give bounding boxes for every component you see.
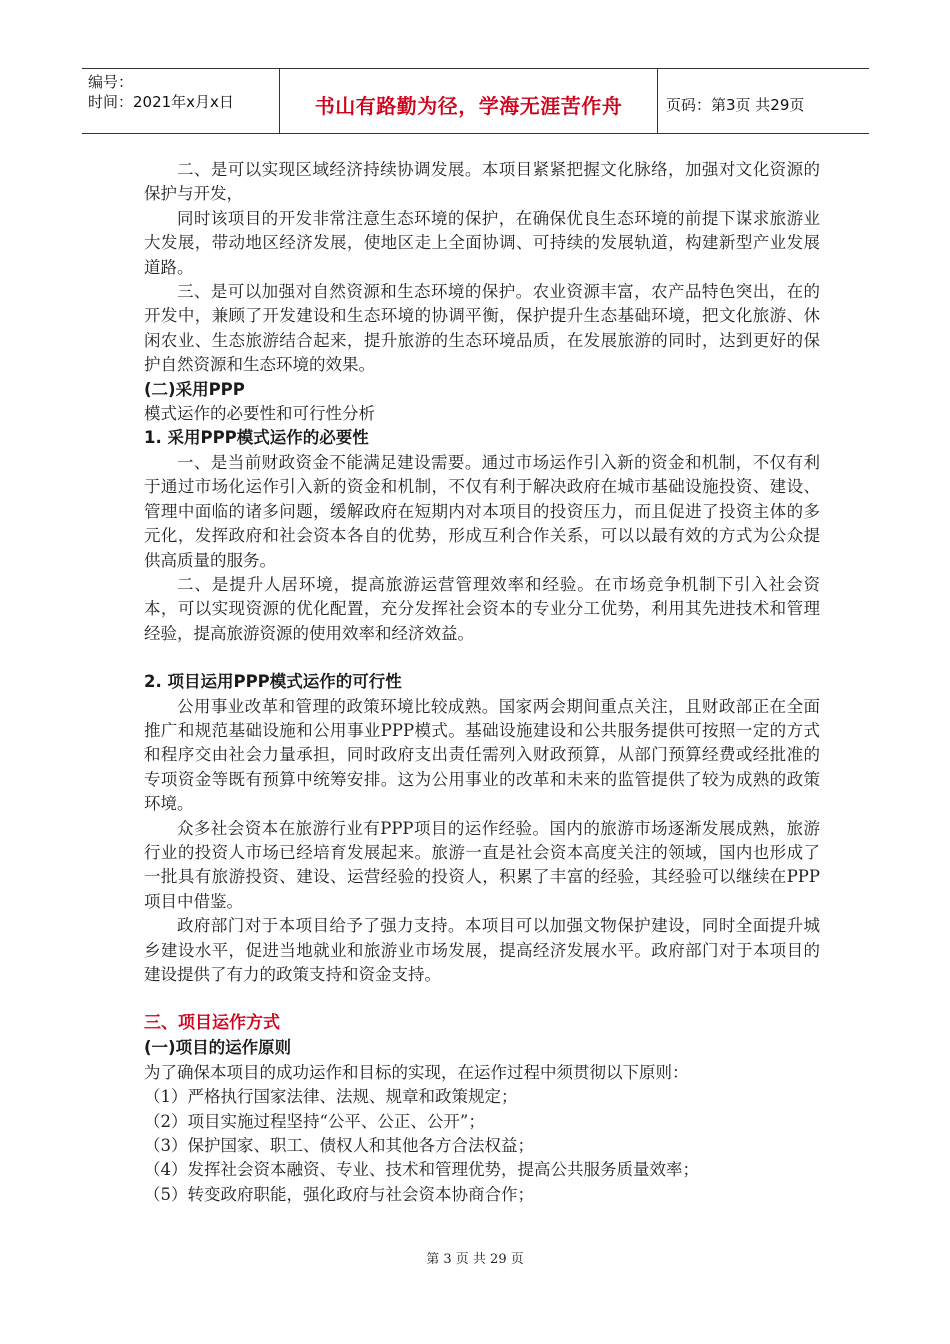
paragraph: 同时该项目的开发非常注意生态环境的保护，在确保优良生态环境的前提下谋求旅游业大发展，带动地区经济发展，使地区走上全面协调、可持续的发展轨道，构建新型产业发展道路。 <box>144 208 820 277</box>
paragraph: 政府部门对于本项目给予了强力支持。本项目可以加强文物保护建设，同时全面提升城乡建设水平，促进当地就业和旅游业市场发展，提高经济发展水平。政府部门对于本项目的建设提供了有力的政策支持和资金支持。 <box>144 916 820 984</box>
header-meta <box>82 69 280 133</box>
section-heading: 1. 采用PPP模式运作的必要性 <box>144 428 369 448</box>
header-page-cell <box>658 69 869 133</box>
list-item: （1）严格执行国家法律、法规、规章和政策规定； <box>144 1087 518 1107</box>
document-body <box>144 158 820 1207</box>
paragraph: 公用事业改革和管理的政策环境比较成熟。国家两会期间重点关注，且财政部正在全面推广和规范基础设施和公用事业PPP模式。基础设施建设和公共服务提供可按照一定的方式和程序交由社会力量承担，同时政府支出责任需列入财政预算，从部门预算经费或经批准的专项资金等既有预算中统筹安排。这为公用事业的改革和未来的监管提供了较为成熟的政策环境。 <box>144 696 820 814</box>
paragraph: 为了确保本项目的成功运作和目标的实现，在运作过程中须贯彻以下原则： <box>144 1062 689 1082</box>
header-motto: 书山有路勤为径，学海无涯苦作舟 <box>314 93 623 118</box>
chapter-heading: 三、项目运作方式 <box>144 1013 280 1034</box>
paragraph: 众多社会资本在旅游行业有PPP项目的运作经验。国内的旅游市场逐渐发展成熟，旅游行业的投资人市场已经培育发展起来。旅游一直是社会资本高度关注的领域，国内也形成了一批具有旅游投资、建设、运营经验的投资人，积累了丰富的经验，其经验可以继续在PPP项目中借鉴。 <box>144 818 820 911</box>
document-date-label: 时间：2021年x月x日 <box>88 93 234 111</box>
paragraph: 三、是可以加强对自然资源和生态环境的保护。农业资源丰富，农产品特色突出，在的开发中，兼顾了开发建设和生态环境的协调平衡，保护提升生态基础环境，把文化旅游、休闲农业、生态旅游结合起来，提升旅游的生态环境品质，在发展旅游的同时，达到更好的保护自然资源和生态环境的效果。 <box>144 282 820 375</box>
section-heading: (二)采用PPP <box>144 379 245 399</box>
list-item: （3）保护国家、职工、债权人和其他各方合法权益； <box>144 1136 534 1156</box>
paragraph: 一、是当前财政资金不能满足建设需要。通过市场运作引入新的资金和机制，不仅有利于通过市场化运作引入新的资金和机制，不仅有利于解决政府在城市基础设施投资、建设、管理中面临的诸多问题，缓解政府在短期内对本项目的投资压力，而且促进了投资主体的多元化，发挥政府和社会资本各自的优势，形成互利合作关系，可以以最有效的方式为公众提供高质量的服务。 <box>144 452 820 570</box>
spacer <box>144 987 820 1011</box>
section-heading: (一)项目的运作原则 <box>144 1038 292 1058</box>
page-footer: 第 3 页 共 29 页 <box>426 1252 524 1267</box>
paragraph: 模式运作的必要性和可行性分析 <box>144 404 375 424</box>
header-motto-cell <box>280 69 658 133</box>
section-heading: 2. 项目运用PPP模式运作的可行性 <box>144 672 402 692</box>
list-item: （5）转变政府职能，强化政府与社会资本协商合作； <box>144 1184 534 1204</box>
header-page-label: 页码：第3页 共29页 <box>666 95 805 114</box>
spacer <box>144 646 820 670</box>
document-number-label: 编号： <box>88 73 134 91</box>
page-header <box>82 68 869 134</box>
paragraph: 二、是可以实现区域经济持续协调发展。本项目紧紧把握文化脉络，加强对文化资源的保护与开发， <box>144 160 820 204</box>
list-item: （2）项目实施过程坚持“公平、公正、公开”； <box>144 1111 485 1131</box>
paragraph: 二、是提升人居环境，提高旅游运营管理效率和经验。在市场竞争机制下引入社会资本，可以实现资源的优化配置，充分发挥社会资本的专业分工优势，利用其先进技术和管理经验，提高旅游资源的使用效率和经济效益。 <box>144 574 820 643</box>
list-item: （4）发挥社会资本融资、专业、技术和管理优势，提高公共服务质量效率； <box>144 1160 699 1180</box>
